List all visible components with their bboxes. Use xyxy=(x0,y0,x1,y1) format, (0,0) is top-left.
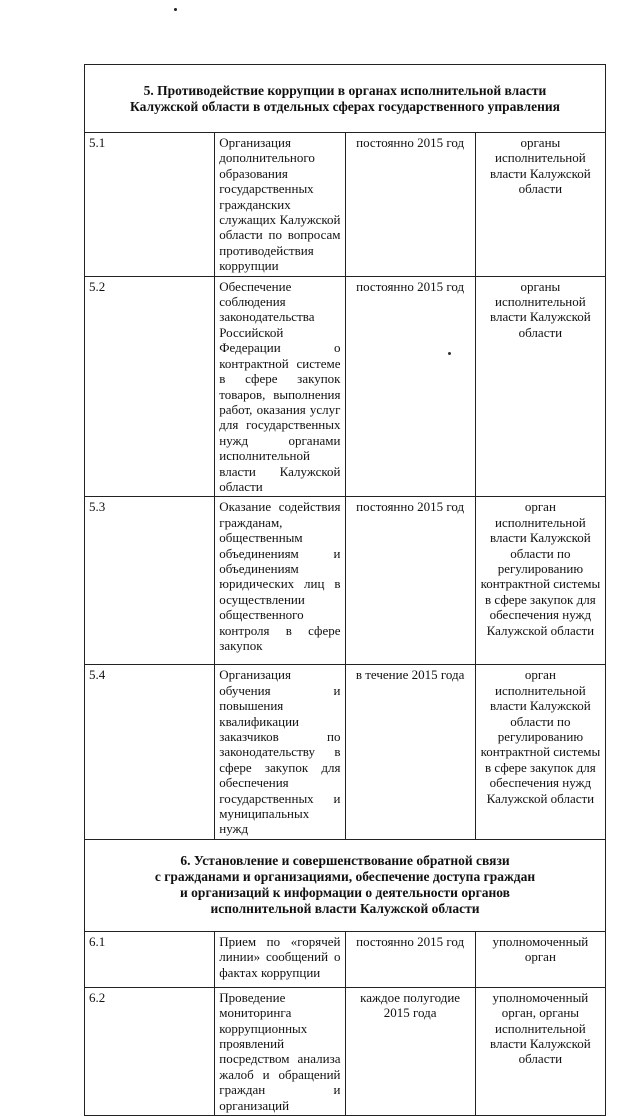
row-term: постоянно 2015 год xyxy=(345,133,475,277)
row-executor: уполномоченный орган xyxy=(475,931,605,987)
section-6-title xyxy=(85,839,606,931)
table-row xyxy=(85,931,606,987)
row-executor: уполномоченный орган, органы исполнительной власти Калужской области xyxy=(475,987,605,1115)
section-6-title-line2: с гражданами и организациями, обеспечение доступа граждан xyxy=(154,869,536,885)
scan-dot xyxy=(174,8,177,11)
section-5-title-line1: 5. Противодействие коррупции в органах исполнительной власти xyxy=(143,82,547,98)
table-row xyxy=(85,665,606,839)
row-executor: орган исполнительной власти Калужской области по регулированию контрактной системы в сфере закупок для обеспечения нужд Калужской области xyxy=(475,665,605,839)
row-executor: орган исполнительной власти Калужской области по регулированию контрактной системы в сфере закупок для обеспечения нужд Калужской области xyxy=(475,497,605,665)
row-description: Обеспечение соблюдения законодательства Российской Федерации о контрактной системе в сфере закупок товаров, выполнения работ, оказания услуг для государственных нужд органами исполнительной власти Калужской области xyxy=(215,276,345,497)
row-description: Оказание содействия гражданам, общественным объединениям и объединениям юридических лиц в осуществлении общественного контроля в сфере закупок xyxy=(215,497,345,665)
row-description: Прием по «горячей линии» сообщений о фактах коррупции xyxy=(215,931,345,987)
row-number: 6.2 xyxy=(85,987,215,1115)
section-5-title-line2: Калужской области в отдельных сферах государственного управления xyxy=(130,98,560,114)
row-term: в течение 2015 года xyxy=(345,665,475,839)
row-number: 5.4 xyxy=(85,665,215,839)
row-number: 5.3 xyxy=(85,497,215,665)
row-description: Организация дополнительного образования государственных гражданских служащих Калужской области по вопросам противодействия коррупции xyxy=(215,133,345,277)
section-6-title-line4: исполнительной власти Калужской области xyxy=(210,901,480,917)
row-term: постоянно 2015 год xyxy=(345,497,475,665)
section-6-title-line3: и организаций к информации о деятельности органов xyxy=(180,885,510,901)
section-5-title xyxy=(85,65,606,133)
row-description: Проведение мониторинга коррупционных проявлений посредством анализа жалоб и обращений граждан и организаций xyxy=(215,987,345,1115)
scan-speck xyxy=(448,352,451,355)
row-description: Организация обучения и повышения квалификации заказчиков по законодательству в сфере закупок для обеспечения государственных и муниципальных нужд xyxy=(215,665,345,839)
row-number: 6.1 xyxy=(85,931,215,987)
row-number: 5.1 xyxy=(85,133,215,277)
row-executor: органы исполнительной власти Калужской области xyxy=(475,133,605,277)
row-term: каждое полугодие 2015 года xyxy=(345,987,475,1115)
row-term: постоянно 2015 год xyxy=(345,931,475,987)
table-row xyxy=(85,276,606,497)
row-term: постоянно 2015 год xyxy=(345,276,475,497)
section-6-header-row xyxy=(85,839,606,931)
row-executor: органы исполнительной власти Калужской области xyxy=(475,276,605,497)
table-row xyxy=(85,497,606,665)
section-6-title-line1: 6. Установление и совершенствование обратной связи xyxy=(180,853,510,869)
table-row xyxy=(85,133,606,277)
action-plan-table xyxy=(84,64,606,1116)
table-row xyxy=(85,987,606,1115)
row-number: 5.2 xyxy=(85,276,215,497)
section-5-header-row xyxy=(85,65,606,133)
